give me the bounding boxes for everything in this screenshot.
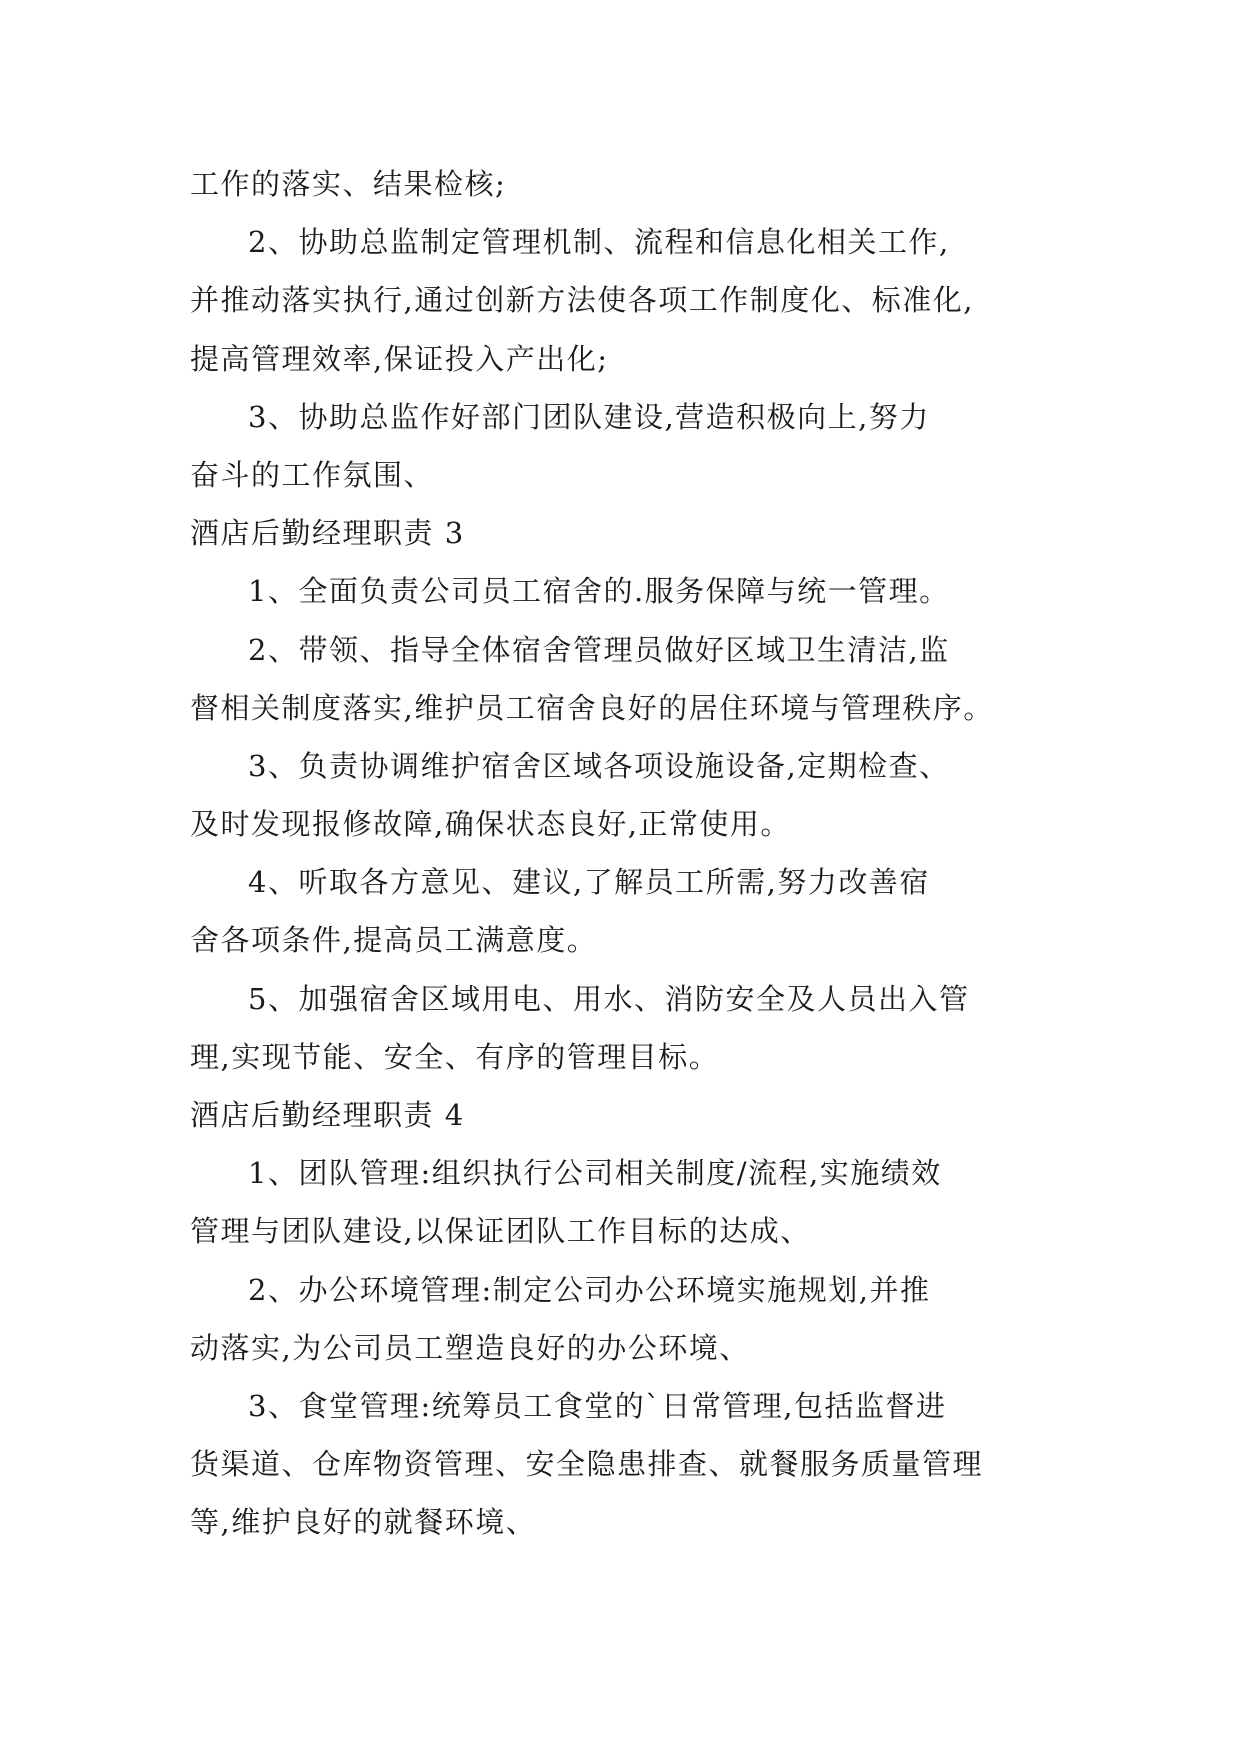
- text-line: 动落实,为公司员工塑造良好的办公环境、: [190, 1330, 750, 1365]
- text-line: 3、协助总监作好部门团队建设,营造积极向上,努力: [248, 399, 930, 434]
- text-line: 工作的落实、结果检核;: [190, 167, 507, 201]
- text-line: 4、听取各方意见、建议,了解员工所需,努力改善宿: [248, 865, 930, 900]
- text-line: 及时发现报修故障,确保状态良好,正常使用。: [190, 807, 791, 842]
- text-line: 并推动落实执行,通过创新方法使各项工作制度化、标准化,: [190, 283, 974, 318]
- text-line: 舍各项条件,提高员工满意度。: [190, 923, 598, 958]
- text-line: 3、食堂管理:统筹员工食堂的`日常管理,包括监督进: [248, 1388, 947, 1423]
- text-line: 管理与团队建设,以保证团队工作目标的达成、: [190, 1214, 811, 1249]
- text-line: 2、办公环境管理:制定公司办公环境实施规划,并推: [248, 1272, 931, 1307]
- document-body: [190, 155, 1056, 1552]
- text-line: 货渠道、仓库物资管理、安全隐患排查、就餐服务质量管理: [190, 1447, 984, 1482]
- text-line: 提高管理效率,保证投入产出化;: [190, 341, 609, 376]
- text-line: 1、团队管理:组织执行公司相关制度/流程,实施绩效: [248, 1156, 942, 1191]
- text-line: 2、带领、指导全体宿舍管理员做好区域卫生清洁,监: [248, 632, 950, 667]
- section-heading: 酒店后勤经理职责 3: [190, 516, 465, 551]
- text-line: 5、加强宿舍区域用电、用水、消防安全及人员出入管: [248, 981, 970, 1016]
- text-line: 等,维护良好的就餐环境、: [190, 1505, 537, 1540]
- text-line: 1、全面负责公司员工宿舍的.服务保障与统一管理。: [248, 574, 950, 609]
- text-line: 督相关制度落实,维护员工宿舍良好的居住环境与管理秩序。: [190, 690, 994, 725]
- text-line: 2、协助总监制定管理机制、流程和信息化相关工作,: [248, 225, 950, 260]
- section-heading: 酒店后勤经理职责 4: [190, 1098, 465, 1132]
- text-line: 理,实现节能、安全、有序的管理目标。: [190, 1039, 720, 1074]
- text-line: 奋斗的工作氛围、: [190, 457, 435, 492]
- text-line: 3、负责协调维护宿舍区域各项设施设备,定期检查、: [248, 748, 950, 783]
